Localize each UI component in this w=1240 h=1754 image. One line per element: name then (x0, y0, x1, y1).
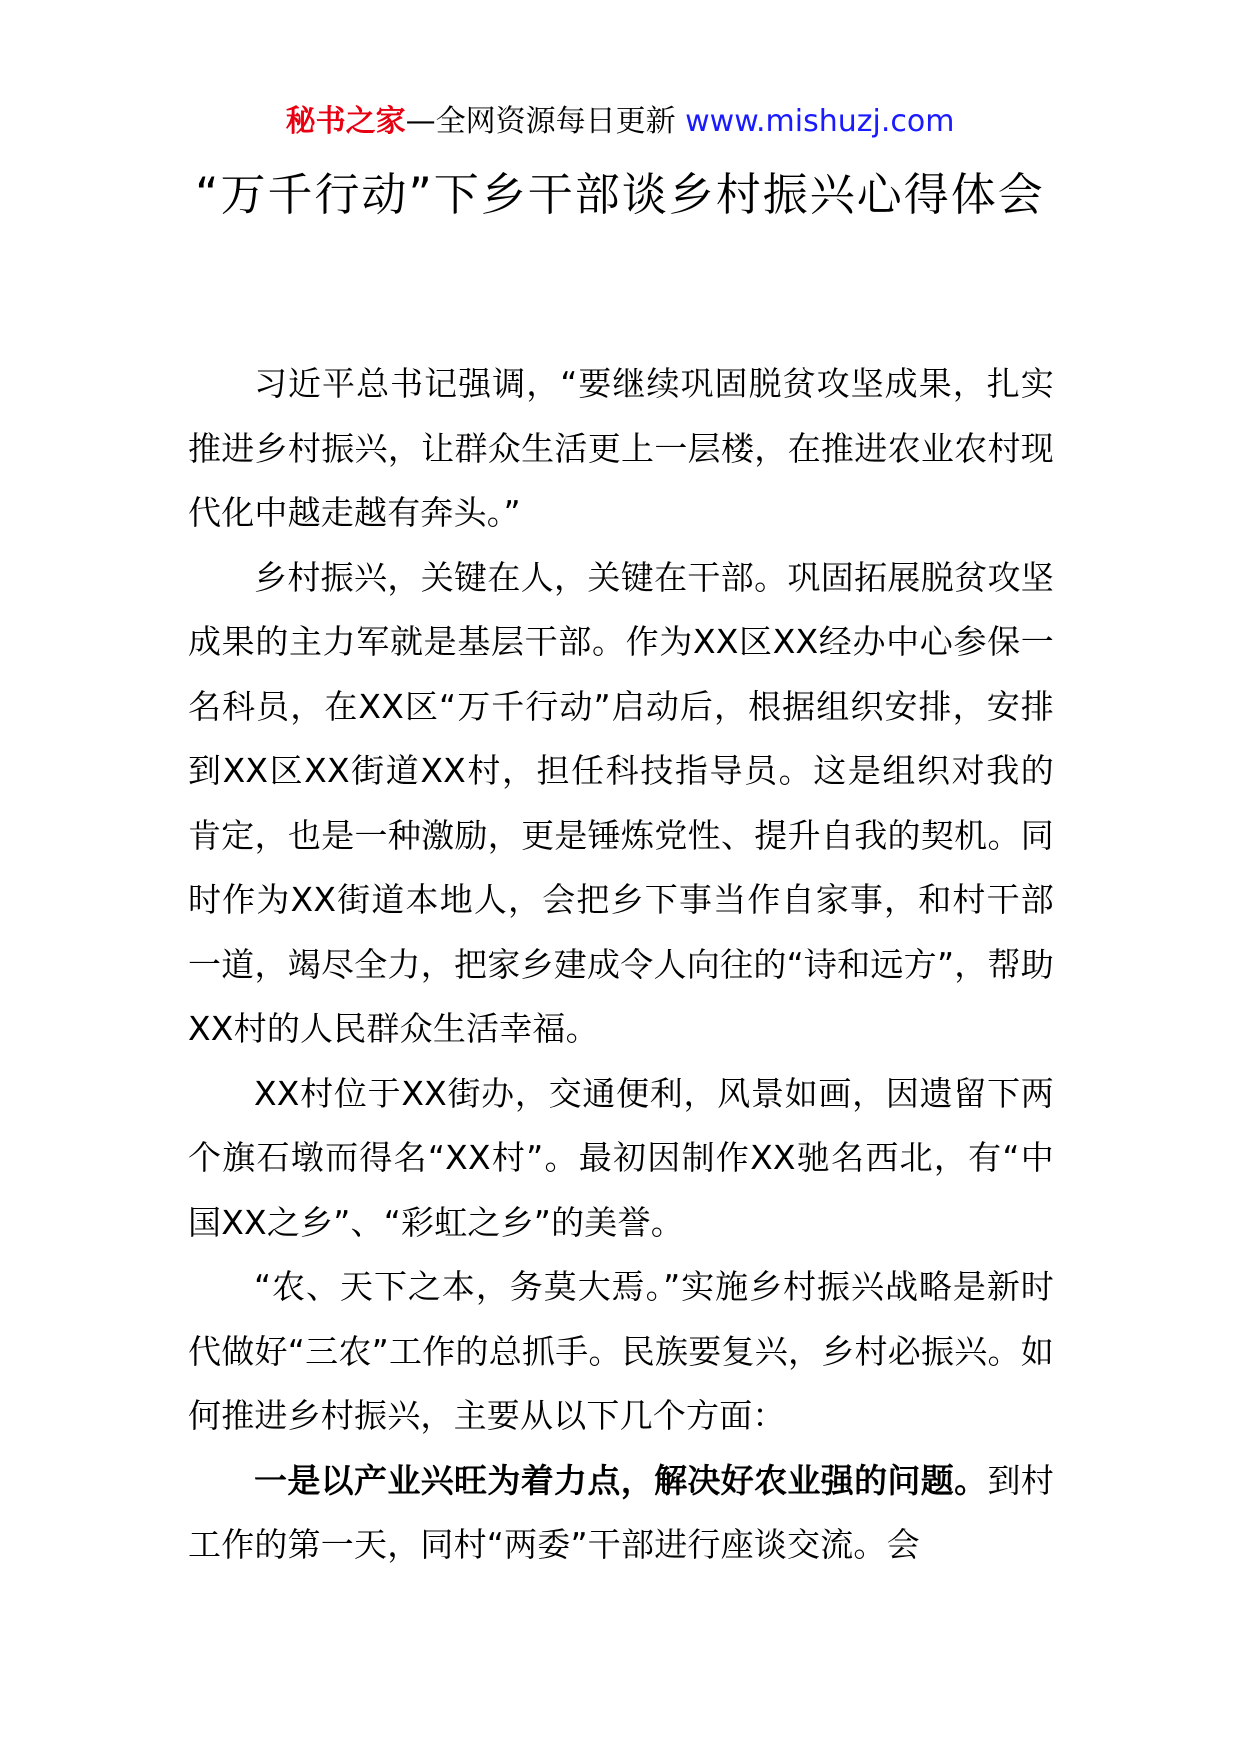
document-title: “万千行动”下乡干部谈乡村振兴心得体会 (195, 168, 1045, 221)
paragraph-3: XX村位于XX街办，交通便利，风景如画，因遗留下两个旗石墩而得名“XX村”。最初因制作XX驰名西北，有“中国XX之乡”、“彩虹之乡”的美誉。 (188, 1073, 1054, 1242)
paragraph-2: 乡村振兴，关键在人，关键在干部。巩固拓展脱贫攻坚成果的主力军就是基层干部。作为XX区XX经办中心参保一名科员，在XX区“万千行动”启动后，根据组织安排，安排到XX区XX街道XX村，担任科技指导员。这是组织对我的肯定，也是一种激励，更是锤炼党性、提升自我的契机。同时作为XX街道本地人，会把乡下事当作自家事，和村干部一道，竭尽全力，把家乡建成令人向往的“诗和远方”，帮助XX村的人民群众生活幸福。 (188, 557, 1054, 1048)
paragraph-4: “农、天下之本，务莫大焉。”实施乡村振兴战略是新时代做好“三农”工作的总抓手。民族要复兴，乡村必振兴。如何推进乡村振兴，主要从以下几个方面： (188, 1267, 1054, 1435)
header-tagline: —全网资源每日更新 (405, 104, 686, 139)
paragraph-1: 习近平总书记强调，“要继续巩固脱贫攻坚成果，扎实推进乡村振兴，让群众生活更上一层楼，在推进农业农村现代化中越走越有奔头。” (188, 364, 1054, 532)
document-body (188, 352, 1054, 1578)
site-header (0, 100, 1240, 144)
paragraph-5 (188, 1449, 1054, 1578)
brand-name: 秘书之家 (285, 104, 406, 139)
point-one-text: 到村工作的第一天，同村“两委”干部进行座谈交流。会 (188, 1460, 1054, 1564)
point-one-heading: 一是以产业兴旺为着力点，解决好农业强的问题。 (254, 1460, 988, 1500)
site-url-link[interactable]: www.mishuzj.com (685, 104, 955, 139)
